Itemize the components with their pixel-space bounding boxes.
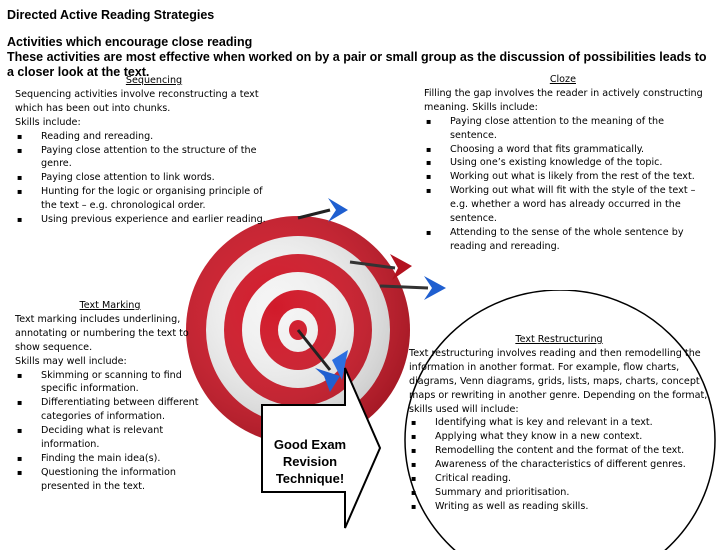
list-item: ▪ Summary and prioritisation. [409, 486, 709, 500]
section-paragraph: Text restructuring involves reading and then remodelling the information in another format. For example, flow charts, diagrams, Venn diagrams, grids, lists, maps, charts, concept maps or rewriting in another genre. Depending on the format, skills used will include: [409, 347, 708, 415]
list-item: ▪ Using one’s existing knowledge of the topic. [424, 156, 704, 170]
list-item: ▪ Applying what they know in a new context. [409, 430, 709, 444]
section-heading: Sequencing [125, 75, 183, 86]
section-heading: Text Marking [79, 300, 141, 311]
list-item: ▪ Paying close attention to the structure of the genre. [15, 144, 273, 172]
skills-label: Skills include: [15, 116, 81, 128]
section-heading: Text Restructuring [515, 334, 603, 345]
intro-text: Activities which encourage close reading These activities are most effective when worked on by a pair or small group as the discussion of possibilities leads to a closer look at the text. [7, 35, 707, 79]
list-item: ▪ Reading and rereading. [15, 130, 273, 144]
callout-text: Good Exam Revision Technique! [273, 437, 347, 486]
skills-list [424, 115, 704, 254]
list-item: ▪ Working out what will fit with the style of the text – e.g. whether a word has already occurred in the sentence. [424, 184, 704, 226]
list-item: ▪ Attending to the sense of the whole sentence by reading and rereading. [424, 226, 704, 254]
list-item: ▪ Differentiating between different categories of information. [15, 396, 205, 424]
section-paragraph: Filling the gap involves the reader in actively constructing meaning. Skills include: [424, 87, 703, 113]
list-item: ▪ Remodelling the content and the format of the text. [409, 444, 709, 458]
list-item: ▪ Finding the main idea(s). [15, 452, 205, 466]
list-item: ▪ Writing as well as reading skills. [409, 500, 709, 514]
list-item: ▪ Identifying what is key and relevant in a text. [409, 416, 709, 430]
page-title: Directed Active Reading Strategies [7, 8, 215, 22]
skills-label: Skills may well include: [15, 355, 127, 367]
list-item: ▪ Paying close attention to link words. [15, 171, 273, 185]
list-item: ▪ Using previous experience and earlier reading. [15, 213, 273, 227]
list-item: ▪ Hunting for the logic or organising principle of the text – e.g. chronological order. [15, 185, 273, 213]
list-item: ▪ Questioning the information presented in the text. [15, 466, 205, 494]
list-item: ▪ Choosing a word that fits grammatically. [424, 143, 704, 157]
skills-list [409, 416, 709, 513]
list-item: ▪ Paying close attention to the meaning of the sentence. [424, 115, 704, 143]
text-marking-section [15, 299, 205, 494]
skills-list [15, 369, 205, 494]
list-item: ▪ Awareness of the characteristics of different genres. [409, 458, 709, 472]
text-restructuring-section [409, 333, 709, 514]
cloze-section [424, 73, 704, 254]
skills-list [15, 130, 273, 227]
section-heading: Cloze [549, 74, 576, 85]
section-paragraph: Text marking includes underlining, annotating or numbering the text to show sequence. [15, 313, 189, 353]
section-paragraph: Sequencing activities involve reconstructing a text which has been out into chunks. [15, 88, 259, 114]
list-item: ▪ Working out what is likely from the rest of the text. [424, 170, 704, 184]
list-item: ▪ Critical reading. [409, 472, 709, 486]
list-item: ▪ Deciding what is relevant information. [15, 424, 205, 452]
sequencing-section [15, 74, 273, 227]
list-item: ▪ Skimming or scanning to find specific information. [15, 369, 205, 397]
